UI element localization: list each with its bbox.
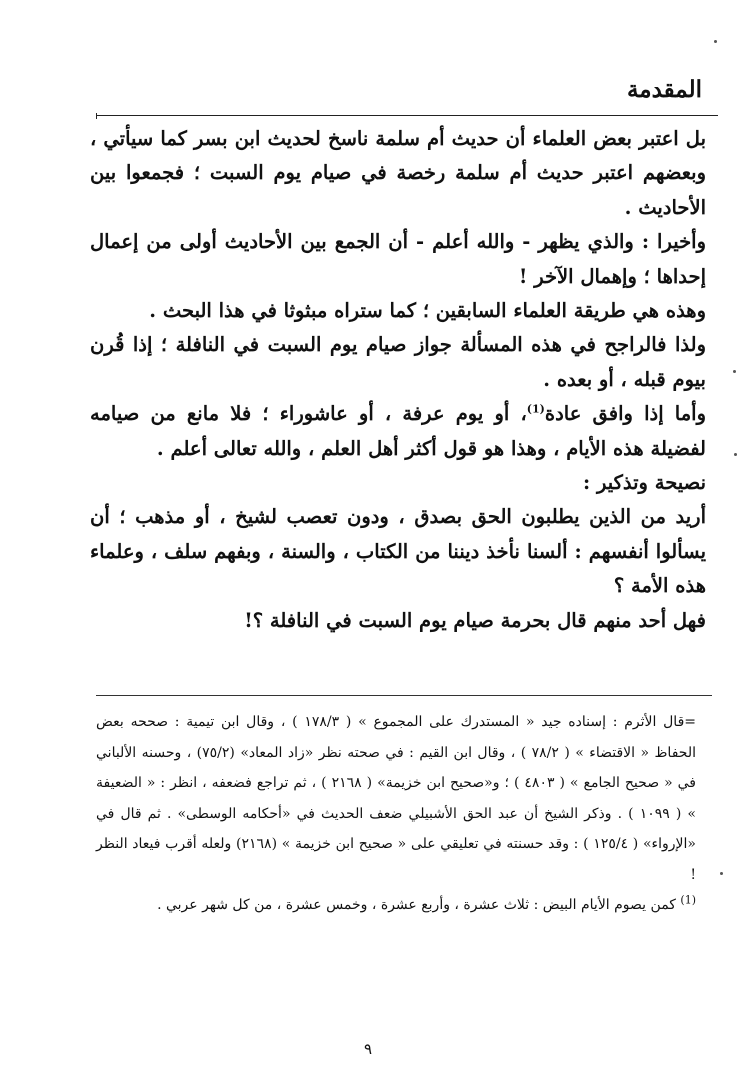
footnotes <box>96 707 696 921</box>
footnote-continued: =قال الأثرم : إسناده جيد « المستدرك على المجموع » ( ١٧٨/٣ ) ، وقال ابن تيمية : صححه بعض الحفاظ « الاقتضاء » ( ٧٨/٢ ) ، وقال ابن القيم : في صحته نظر «زاد المعاد» (٧٥/٢) ، وحسنه الألباني في « صحيح الجامع » ( ٤٨٠٣ ) ؛ و«صحيح ابن خزيمة» ( ٢١٦٨ ) ، ثم تراجع فضعفه ، انظر : « الضعيفة » ( ١٠٩٩ ) . وذكر الشيخ أن عبد الحق الأشبيلي ضعف الحديث في «أحكامه الوسطى» . ثم قال في «الإرواء» ( ١٢٥/٤ ) : وقد حسنته في تعليقي على « صحيح ابن خزيمة » (٢١٦٨) ولعله أقرب فيعاد النظر ! <box>96 714 696 883</box>
scan-speck <box>714 40 717 43</box>
paragraph-5 <box>90 397 706 466</box>
footnote-divider <box>96 695 712 696</box>
paragraph-4: ولذا فالراجح في هذه المسألة جواز صيام يوم السبت في النافلة ؛ إذا قُرن بيوم قبله ، أو بعده . <box>90 333 706 391</box>
page-number: ٩ <box>364 1040 373 1058</box>
footnote-1 <box>96 890 696 921</box>
footnote-1-marker: (1) <box>680 893 696 907</box>
paragraph-3: وهذه هي طريقة العلماء السابقين ؛ كما ستراه مبثوثا في هذا البحث . <box>149 299 706 323</box>
paragraph-6: أريد من الذين يطلبون الحق بصدق ، ودون تعصب لشيخ ، أو مذهب ؛ أن يسألوا أنفسهم : ألسنا نأخذ ديننا من الكتاب ، والسنة ، وبفهم سلف ، وعلماء هذه الأمة ؟ <box>90 505 706 598</box>
paragraph-5-head: وأما إذا وافق عادة <box>544 402 706 426</box>
header-divider <box>96 115 718 116</box>
scan-speck <box>734 453 737 456</box>
page-title: المقدمة <box>626 76 702 103</box>
paragraph-5-tail: ، أو يوم عرفة ، أو عاشوراء ؛ فلا مانع من صيامه لفضيلة هذه الأيام ، وهذا هو قول أكثر أهل العلم ، والله تعالى أعلم . <box>90 402 706 460</box>
footnote-1-text: كمن يصوم الأيام البيض : ثلاث عشرة ، وأربع عشرة ، وخمس عشرة ، من كل شهر عربي . <box>157 897 676 913</box>
paragraph-2: وأخيرا : والذي يظهر - والله أعلم - أن الجمع بين الأحاديث أولى من إعمال إحداها ؛ وإهمال الآخر ! <box>90 230 706 288</box>
scan-speck <box>720 872 723 875</box>
paragraph-7: فهل أحد منهم قال بحرمة صيام يوم السبت في النافلة ؟! <box>244 608 706 632</box>
scan-speck <box>733 370 736 373</box>
section-heading: نصيحة وتذكير : <box>582 471 706 495</box>
paragraph-1: بل اعتبر بعض العلماء أن حديث أم سلمة ناسخ لحديث ابن بسر كما سيأتي ، وبعضهم اعتبر حديث أم سلمة رخصة في صيام يوم السبت ؛ فجمعوا بين الأحاديث . <box>90 127 706 219</box>
footnote-reference: (1) <box>526 402 545 416</box>
main-text <box>90 122 706 638</box>
